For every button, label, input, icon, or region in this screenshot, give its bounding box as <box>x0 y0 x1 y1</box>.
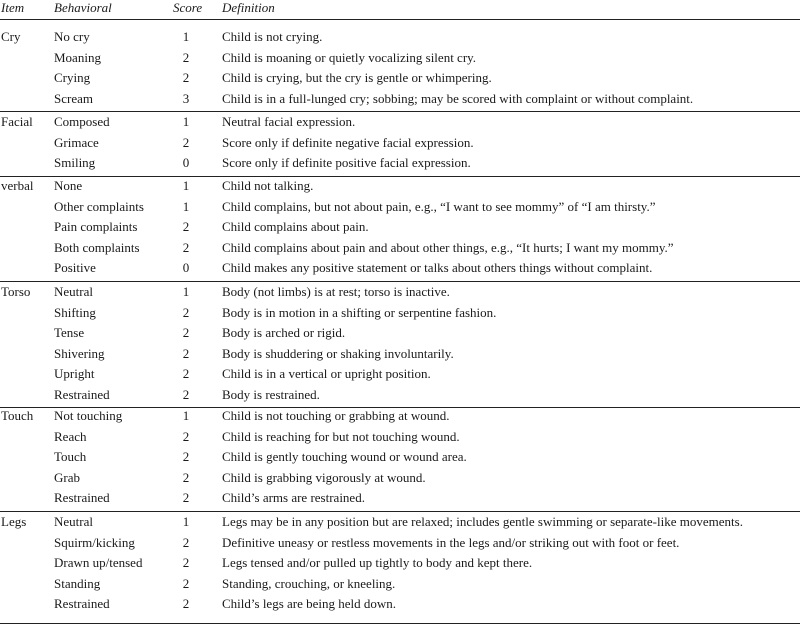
score-cell: 2 <box>182 325 190 340</box>
behavioral-cell: Neutral <box>54 514 93 529</box>
table-row <box>0 282 800 303</box>
definition-cell: Child complains about pain and about other things, e.g., “It hurts; I want my mommy.” <box>222 239 674 255</box>
score-cell: 1 <box>182 408 190 423</box>
definition-cell: Child is not touching or grabbing at wound. <box>222 408 450 423</box>
definition-cell: Child’s legs are being held down. <box>222 596 397 611</box>
score-cell: 2 <box>182 49 190 65</box>
score-cell: 2 <box>182 345 190 361</box>
score-cell: 1 <box>182 114 190 129</box>
score-cell: 2 <box>182 219 190 234</box>
table-row <box>0 176 800 197</box>
header-score: Score <box>173 0 203 15</box>
definition-cell: Body is restrained. <box>222 386 320 402</box>
definition-cell: Child is in a full-lunged cry; sobbing; may be scored with complaint or without complaint. <box>222 90 694 106</box>
score-cell: 2 <box>182 490 190 505</box>
table-row <box>0 133 800 154</box>
score-cell: 2 <box>182 366 190 381</box>
definition-cell: Body is shuddering or shaking involuntarily. <box>222 345 454 361</box>
table-row <box>0 594 800 615</box>
score-cell: 2 <box>182 239 190 255</box>
table-row <box>0 197 800 218</box>
behavioral-cell: Shivering <box>54 345 105 361</box>
table-row <box>0 258 800 279</box>
definition-cell: Child complains about pain. <box>222 219 369 234</box>
table-row <box>0 153 800 174</box>
score-cell: 2 <box>182 534 190 550</box>
table-row <box>0 48 800 69</box>
score-cell: 1 <box>182 514 190 529</box>
table-group-touch <box>0 406 800 512</box>
behavioral-cell: Reach <box>54 428 87 444</box>
behavioral-cell: Other complaints <box>54 198 144 214</box>
behavioral-cell: Restrained <box>54 386 110 402</box>
table-group-legs <box>0 512 800 617</box>
header-behavioral: Behavioral <box>54 0 112 15</box>
definition-cell: Child is moaning or quietly vocalizing silent cry. <box>222 49 477 65</box>
score-cell: 2 <box>182 70 190 85</box>
behavioral-cell: Not touching <box>54 408 123 423</box>
behavioral-cell: Standing <box>54 575 101 591</box>
score-cell: 2 <box>182 428 190 444</box>
definition-cell: Legs tensed and/or pulled up tightly to body and kept there. <box>222 555 533 570</box>
table-row <box>0 533 800 554</box>
score-cell: 1 <box>182 178 190 193</box>
behavioral-cell: Smiling <box>54 155 96 170</box>
behavioral-cell: Restrained <box>54 490 110 505</box>
table-group-torso <box>0 282 800 408</box>
score-cell: 2 <box>182 386 190 402</box>
score-cell: 2 <box>182 134 190 150</box>
score-cell: 0 <box>182 155 190 170</box>
behavioral-cell: Shifting <box>54 304 96 320</box>
behavioral-cell: Crying <box>54 70 91 85</box>
definition-cell: Child is not crying. <box>222 29 323 44</box>
score-cell: 2 <box>182 304 190 320</box>
item-label: Touch <box>1 408 34 423</box>
item-label: Cry <box>1 29 21 44</box>
score-cell: 2 <box>182 596 190 611</box>
table-row <box>0 89 800 110</box>
definition-cell: Body (not limbs) is at rest; torso is inactive. <box>222 284 450 299</box>
definition-cell: Child is in a vertical or upright position. <box>222 366 431 381</box>
table-group-cry <box>0 27 800 112</box>
score-cell: 3 <box>182 90 190 106</box>
table-row <box>0 488 800 509</box>
definition-cell: Score only if definite negative facial expression. <box>222 134 474 150</box>
header-rule <box>0 19 800 20</box>
table-row <box>0 303 800 324</box>
table-row <box>0 217 800 238</box>
table-group-facial <box>0 112 800 177</box>
behavioral-cell: Scream <box>54 90 93 106</box>
table-header <box>0 0 800 19</box>
behavioral-cell: None <box>54 178 83 193</box>
table-row <box>0 447 800 468</box>
score-cell: 1 <box>182 29 190 44</box>
table-row <box>0 27 800 48</box>
behavioral-cell: Restrained <box>54 596 110 611</box>
behavioral-cell: Both complaints <box>54 239 140 255</box>
behavioral-cell: No cry <box>54 29 90 44</box>
behavioral-cell: Positive <box>54 260 96 275</box>
score-cell: 0 <box>182 260 190 275</box>
score-cell: 2 <box>182 469 190 485</box>
bottom-rule <box>0 623 800 624</box>
definition-cell: Body is arched or rigid. <box>222 325 346 340</box>
table-row <box>0 344 800 365</box>
definition-cell: Child’s arms are restrained. <box>222 490 365 505</box>
behavioral-cell: Pain complaints <box>54 219 138 234</box>
table-row <box>0 323 800 344</box>
table-row <box>0 112 800 133</box>
table-row <box>0 385 800 406</box>
behavioral-cell: Upright <box>54 366 95 381</box>
table-row <box>0 427 800 448</box>
table-row <box>0 406 800 427</box>
definition-cell: Child makes any positive statement or talks about others things without complaint. <box>222 260 653 275</box>
behavioral-cell: Moaning <box>54 49 101 65</box>
table-row <box>0 553 800 574</box>
definition-cell: Child is crying, but the cry is gentle or whimpering. <box>222 70 492 85</box>
table-row <box>0 574 800 595</box>
header-item: Item <box>1 0 25 15</box>
behavioral-cell: Tense <box>54 325 85 340</box>
behavioral-cell: Grimace <box>54 134 99 150</box>
table-group-verbal <box>0 176 800 282</box>
table-row <box>0 468 800 489</box>
item-label: Legs <box>1 514 27 529</box>
behavioral-cell: Grab <box>54 469 80 485</box>
definition-cell: Child complains, but not about pain, e.g., “I want to see mommy” of “I am thirsty.” <box>222 198 656 214</box>
definition-cell: Body is in motion in a shifting or serpentine fashion. <box>222 304 497 320</box>
definition-cell: Definitive uneasy or restless movements in the legs and/or striking out with foot or feet. <box>222 534 680 550</box>
behavioral-cell: Squirm/kicking <box>54 534 135 550</box>
table-row <box>0 512 800 533</box>
score-cell: 2 <box>182 449 190 464</box>
item-label: Facial <box>1 114 33 129</box>
behavioral-cell: Neutral <box>54 284 93 299</box>
definition-cell: Child is grabbing vigorously at wound. <box>222 469 426 485</box>
definition-cell: Legs may be in any position but are relaxed; includes gentle swimming or separate-like movements. <box>222 514 743 529</box>
definition-cell: Child is gently touching wound or wound area. <box>222 449 467 464</box>
definition-cell: Child not talking. <box>222 178 314 193</box>
score-cell: 2 <box>182 555 190 570</box>
score-cell: 1 <box>182 198 190 214</box>
item-label: verbal <box>1 178 34 193</box>
definition-cell: Child is reaching for but not touching wound. <box>222 428 460 444</box>
definition-cell: Score only if definite positive facial expression. <box>222 155 471 170</box>
behavioral-cell: Composed <box>54 114 110 129</box>
table-row <box>0 68 800 89</box>
table-row <box>0 238 800 259</box>
score-cell: 2 <box>182 575 190 591</box>
definition-cell: Neutral facial expression. <box>222 114 356 129</box>
behavioral-cell: Drawn up/tensed <box>54 555 143 570</box>
behavioral-cell: Touch <box>54 449 87 464</box>
header-definition: Definition <box>222 0 275 15</box>
score-cell: 1 <box>182 284 190 299</box>
item-label: Torso <box>1 284 31 299</box>
table-row <box>0 364 800 385</box>
definition-cell: Standing, crouching, or kneeling. <box>222 575 396 591</box>
